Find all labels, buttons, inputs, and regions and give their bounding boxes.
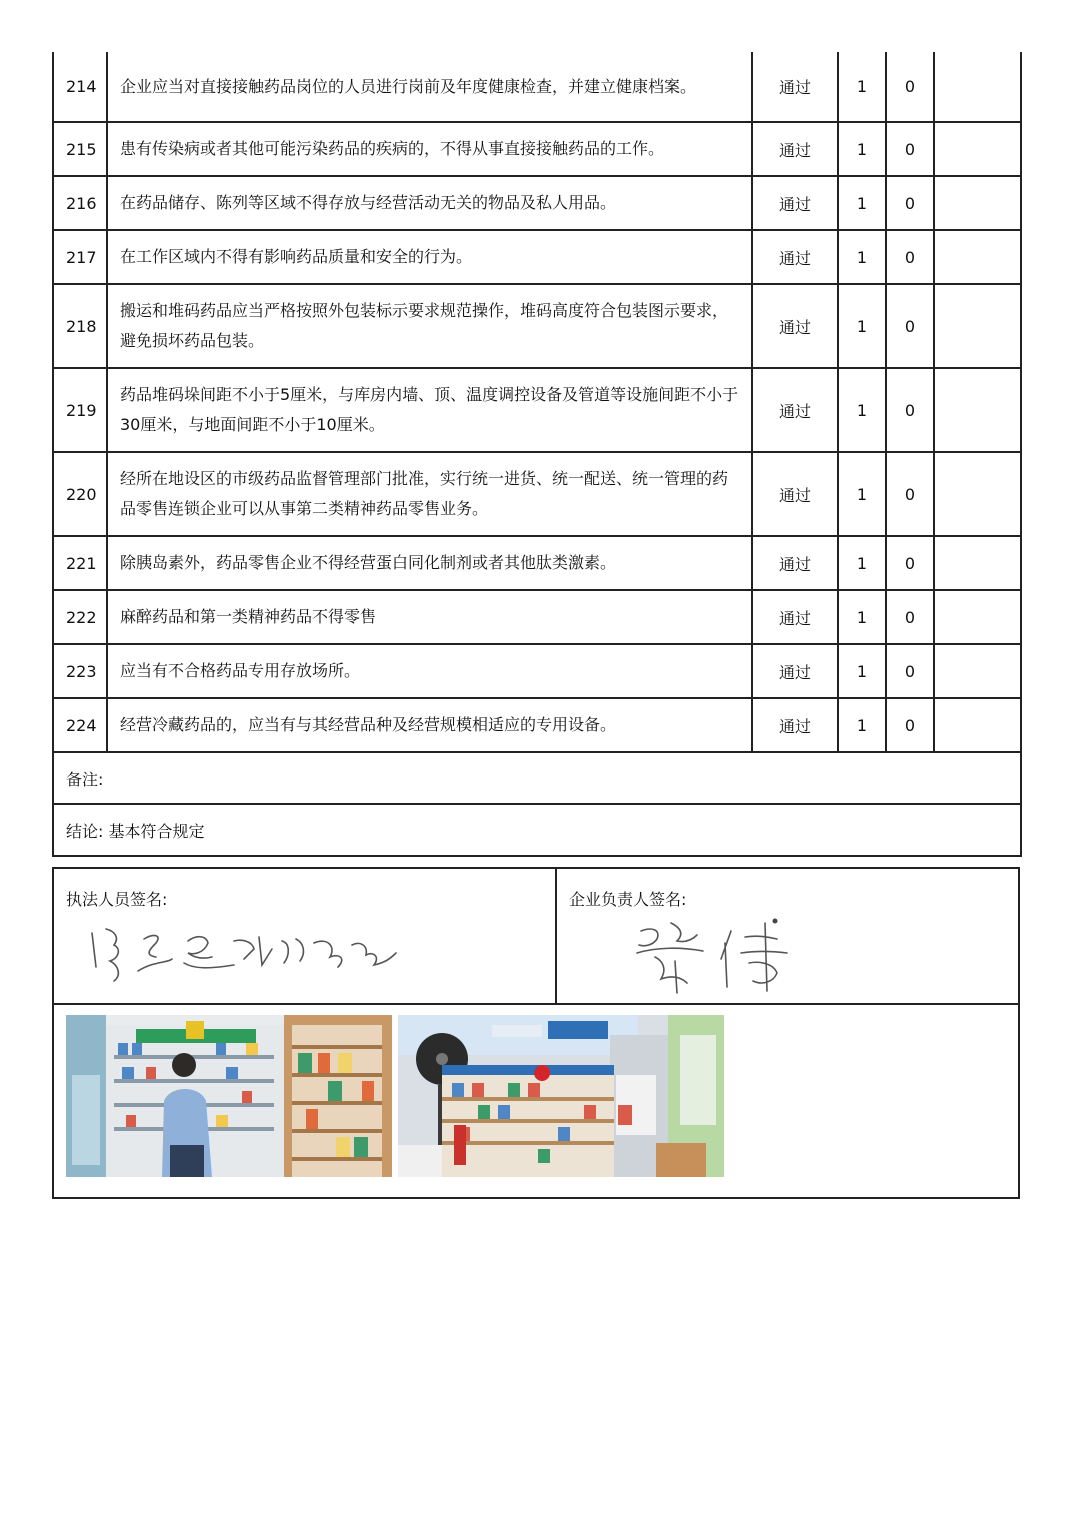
row-score: 1: [838, 644, 886, 698]
row-remark: [934, 368, 1021, 452]
row-score: 1: [838, 284, 886, 368]
table-row: [53, 698, 1021, 752]
row-remark: [934, 52, 1021, 122]
table-row: [53, 536, 1021, 590]
row-number: 215: [53, 122, 107, 176]
row-number: 224: [53, 698, 107, 752]
conclusion-cell: [53, 804, 1021, 856]
row-deduction: 0: [886, 122, 934, 176]
row-deduction: 0: [886, 452, 934, 536]
row-deduction: 0: [886, 52, 934, 122]
row-requirement: 企业应当对直接接触药品岗位的人员进行岗前及年度健康检查，并建立健康档案。: [107, 52, 752, 122]
row-requirement: 除胰岛素外，药品零售企业不得经营蛋白同化制剂或者其他肽类激素。: [107, 536, 752, 590]
company-signature-cell: [557, 869, 1018, 1003]
row-number: 217: [53, 230, 107, 284]
row-requirement: 在工作区域内不得有影响药品质量和安全的行为。: [107, 230, 752, 284]
row-score: 1: [838, 122, 886, 176]
table-row: [53, 284, 1021, 368]
row-number: 219: [53, 368, 107, 452]
row-result: 通过: [752, 176, 838, 230]
row-result: 通过: [752, 698, 838, 752]
row-result: 通过: [752, 122, 838, 176]
row-requirement: 麻醉药品和第一类精神药品不得零售: [107, 590, 752, 644]
inspection-rows: [53, 52, 1021, 752]
table-row: [53, 452, 1021, 536]
table-row: [53, 644, 1021, 698]
row-number: 220: [53, 452, 107, 536]
row-score: 1: [838, 52, 886, 122]
row-result: 通过: [752, 644, 838, 698]
row-deduction: 0: [886, 230, 934, 284]
company-signature-image: [627, 913, 817, 997]
row-requirement: 经所在地设区的市级药品监督管理部门批准，实行统一进货、统一配送、统一管理的药品零售连锁企业可以从事第二类精神药品零售业务。: [107, 452, 752, 536]
inspection-table-wrap: [52, 52, 1020, 857]
row-result: 通过: [752, 230, 838, 284]
row-remark: [934, 176, 1021, 230]
photo-store-counter: [398, 1015, 724, 1177]
row-result: 通过: [752, 52, 838, 122]
officer-signature-image: [84, 919, 424, 989]
row-number: 223: [53, 644, 107, 698]
row-result: 通过: [752, 368, 838, 452]
table-row: [53, 368, 1021, 452]
row-requirement: 搬运和堆码药品应当严格按照外包装标示要求规范操作，堆码高度符合包装图示要求，避免损坏药品包装。: [107, 284, 752, 368]
row-number: 214: [53, 52, 107, 122]
company-sign-label: 企业负责人签名:: [569, 890, 687, 909]
row-result: 通过: [752, 452, 838, 536]
row-result: 通过: [752, 590, 838, 644]
table-row: [53, 590, 1021, 644]
row-number: 221: [53, 536, 107, 590]
photo-box: [52, 1001, 1020, 1199]
row-requirement: 患有传染病或者其他可能污染药品的疾病的，不得从事直接接触药品的工作。: [107, 122, 752, 176]
row-result: 通过: [752, 536, 838, 590]
row-score: 1: [838, 590, 886, 644]
row-requirement: 药品堆码垛间距不小于5厘米，与库房内墙、顶、温度调控设备及管道等设施间距不小于30厘米，与地面间距不小于10厘米。: [107, 368, 752, 452]
row-remark: [934, 698, 1021, 752]
row-deduction: 0: [886, 368, 934, 452]
row-remark: [934, 536, 1021, 590]
row-score: 1: [838, 536, 886, 590]
row-deduction: 0: [886, 590, 934, 644]
row-score: 1: [838, 452, 886, 536]
row-requirement: 经营冷藏药品的，应当有与其经营品种及经营规模相适应的专用设备。: [107, 698, 752, 752]
row-score: 1: [838, 176, 886, 230]
row-deduction: 0: [886, 284, 934, 368]
remark-label: 备注:: [66, 769, 104, 789]
row-score: 1: [838, 230, 886, 284]
row-number: 216: [53, 176, 107, 230]
table-row: [53, 52, 1021, 122]
row-remark: [934, 284, 1021, 368]
row-deduction: 0: [886, 698, 934, 752]
table-row: [53, 122, 1021, 176]
row-result: 通过: [752, 284, 838, 368]
table-row: [53, 176, 1021, 230]
officer-sign-label: 执法人员签名:: [66, 890, 168, 909]
row-remark: [934, 230, 1021, 284]
row-remark: [934, 590, 1021, 644]
row-requirement: 在药品储存、陈列等区域不得存放与经营活动无关的物品及私人用品。: [107, 176, 752, 230]
inspection-table: [52, 52, 1022, 857]
row-deduction: 0: [886, 176, 934, 230]
row-number: 222: [53, 590, 107, 644]
row-remark: [934, 122, 1021, 176]
row-score: 1: [838, 698, 886, 752]
row-remark: [934, 644, 1021, 698]
conclusion-text: 结论: 基本符合规定: [66, 821, 205, 841]
row-number: 218: [53, 284, 107, 368]
remark-cell: [53, 752, 1021, 804]
row-deduction: 0: [886, 644, 934, 698]
row-deduction: 0: [886, 536, 934, 590]
signature-box: [52, 867, 1020, 1005]
officer-signature-cell: [54, 869, 557, 1003]
table-row: [53, 230, 1021, 284]
row-remark: [934, 452, 1021, 536]
photo-store-shelves-inspector: [66, 1015, 392, 1177]
row-requirement: 应当有不合格药品专用存放场所。: [107, 644, 752, 698]
row-score: 1: [838, 368, 886, 452]
